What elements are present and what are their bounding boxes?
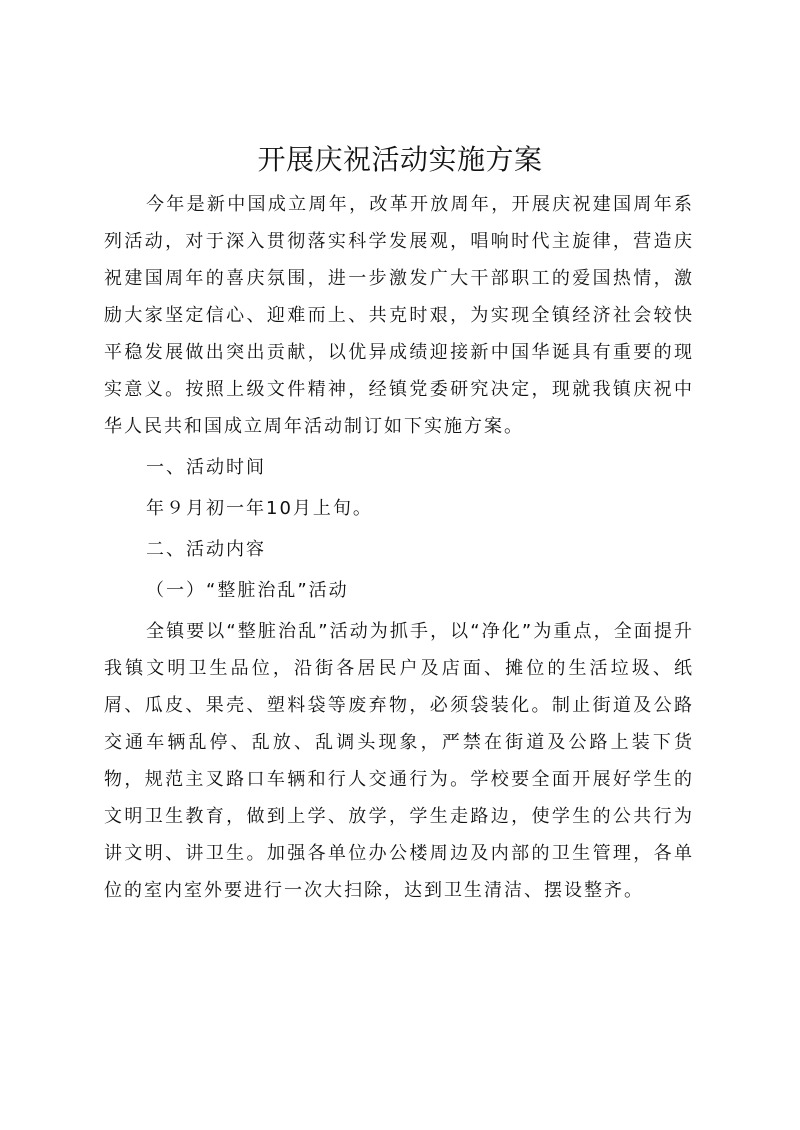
section-heading-content: 二、活动内容: [146, 539, 266, 560]
intro-paragraph: 今年是新中国成立周年，改革开放周年，开展庆祝建国周年系列活动，对于深入贯彻落实科学发展观，唱响时代主旋律，营造庆祝建国周年的喜庆氛围，进一步激发广大干部职工的爱国热情，激励大家坚定信心、迎难而上、共克时艰，为实现全镇经济社会较快平稳发展做出突出贡献，以优异成绩迎接新中国华诞具有重要的现实意义。按照上级文件精神，经镇党委研究决定，现就我镇庆祝中华人民共和国成立周年活动制订如下实施方案。: [104, 194, 694, 437]
subsection-heading-cleanup: （一）“整脏治乱”活动: [146, 580, 349, 601]
document-body: [104, 186, 694, 909]
cleanup-activity-paragraph: 全镇要以“整脏治乱”活动为抓手，以“净化”为重点，全面提升我镇文明卫生品位，沿街各居民户及店面、摊位的生活垃圾、纸屑、瓜皮、果壳、塑料袋等废弃物，必须袋装化。制止街道及公路交通车辆乱停、乱放、乱调头现象，严禁在街道及公路上装下货物，规范主叉路口车辆和行人交通行为。学校要全面开展好学生的文明卫生教育，做到上学、放学，学生走路边，使学生的公共行为讲文明、讲卫生。加强各单位办公楼周边及内部的卫生管理，各单位的室内室外要进行一次大扫除，达到卫生清洁、摆设整齐。: [104, 621, 694, 901]
section-heading-time: 一、活动时间: [146, 457, 266, 478]
activity-time-text: 年９月初一年10月上旬。: [146, 498, 373, 519]
document-title: 开展庆祝活动实施方案: [257, 143, 543, 176]
